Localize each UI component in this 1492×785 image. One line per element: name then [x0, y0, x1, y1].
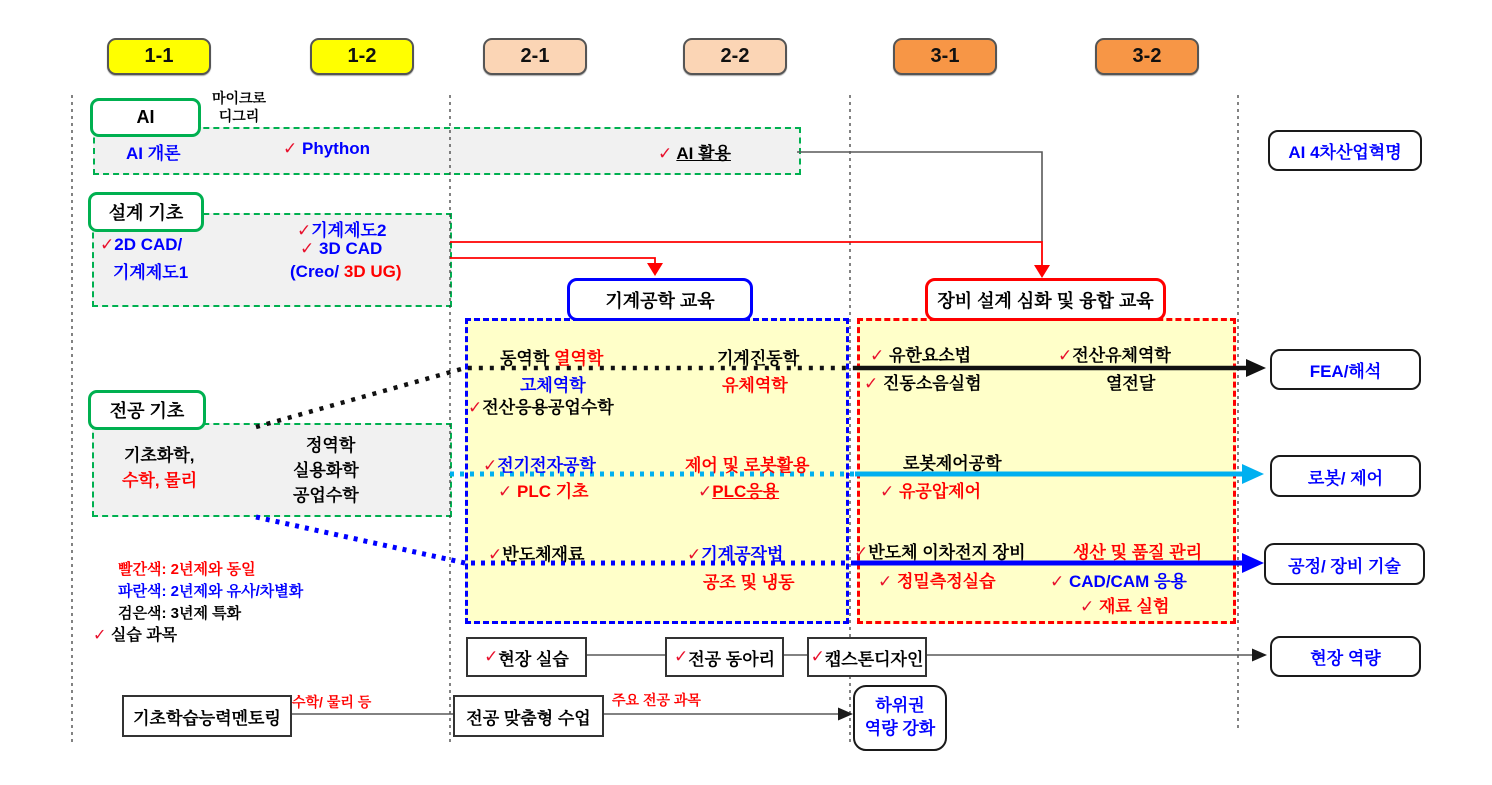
outcome-fea: FEA/해석	[1270, 349, 1421, 390]
course-fluid-mechanics: 유체역학	[722, 376, 788, 395]
mech-education-header: 기계공학 교육	[567, 278, 753, 321]
legend-black: 검은색: 3년제 특화	[118, 605, 242, 622]
box-basic-learning-mentoring: 기초학습능력멘토링	[122, 695, 292, 737]
course-heat-transfer: 열전달	[1106, 374, 1156, 393]
course-drafting2: ✓기계제도2	[297, 221, 387, 240]
outcome-process-equipment: 공정/ 장비 기술	[1264, 543, 1425, 585]
outcome-ai-revolution: AI 4차산업혁명	[1268, 130, 1422, 171]
course-production-quality: 생산 및 품질 관리	[1073, 543, 1203, 562]
course-cad-cam: ✓ CAD/CAM 응용	[1050, 572, 1187, 591]
check-icon: ✓	[810, 647, 825, 666]
semester-badge-1-2: 1-2	[310, 38, 414, 75]
course-dynamics-thermo: 동역학 열역학	[500, 349, 604, 368]
course-electrics: ✓전기전자공학	[483, 456, 596, 475]
box-low-tier-reinforcement: 하위권 역량 강화	[853, 685, 947, 751]
course-plc-basic: ✓ PLC 기초	[498, 482, 589, 501]
check-icon: ✓	[283, 139, 298, 158]
box-capstone-design: ✓ 캡스톤디자인	[807, 637, 927, 677]
semester-badge-3-1: 3-1	[893, 38, 997, 75]
check-icon: ✓	[1080, 597, 1095, 616]
box-major-club: ✓ 전공 동아리	[665, 637, 784, 677]
check-icon: ✓	[1058, 346, 1073, 365]
check-icon: ✓	[488, 545, 503, 564]
course-solid-mechanics: 고체역학	[520, 376, 586, 395]
course-fem: ✓ 유한요소법	[870, 346, 972, 365]
course-engineering-math: 공업수학	[293, 486, 359, 505]
legend-blue: 파란색: 2년제와 유사/차별화	[118, 583, 304, 600]
course-cfd: ✓전산유체역학	[1058, 346, 1171, 365]
course-semiconductor-materials: ✓반도체재료	[488, 545, 585, 564]
course-hvac: 공조 및 냉동	[703, 573, 795, 592]
course-statics: 정역학	[306, 436, 356, 455]
outcome-robot-control: 로봇/ 제어	[1270, 455, 1421, 497]
semester-badge-2-2: 2-2	[683, 38, 787, 75]
design-basics-title: 설계 기초	[88, 192, 204, 232]
check-icon: ✓	[484, 647, 499, 666]
course-plc-advanced: ✓PLC응용	[698, 482, 780, 501]
check-icon: ✓	[864, 374, 879, 393]
course-3d-cad: ✓ 3D CAD	[300, 239, 383, 258]
check-icon: ✓	[687, 545, 702, 564]
advanced-education-header: 장비 설계 심화 및 융합 교육	[925, 278, 1166, 321]
course-2d-cad: ✓2D CAD/	[100, 235, 183, 254]
check-icon: ✓	[880, 482, 895, 501]
course-basic-chemistry: 기초화학,	[124, 446, 195, 465]
check-icon: ✓	[658, 144, 673, 163]
course-math-physics: 수학, 물리	[122, 471, 198, 490]
check-icon: ✓	[498, 482, 513, 501]
course-computational-math: ✓전산응용공업수학	[468, 398, 614, 417]
check-icon: ✓	[297, 221, 312, 240]
course-control-robot: 제어 및 로봇활용	[685, 456, 810, 475]
check-icon: ✓	[468, 398, 483, 417]
ai-section-title: AI	[90, 98, 201, 137]
check-icon: ✓	[698, 482, 713, 501]
course-machining: ✓기계공작법	[687, 545, 784, 564]
course-creo-ug: (Creo/ 3D UG)	[290, 262, 402, 281]
check-icon: ✓	[854, 543, 869, 562]
check-icon: ✓	[100, 235, 115, 254]
semester-badge-3-2: 3-2	[1095, 38, 1199, 75]
legend-red: 빨간색: 2년제와 동일	[118, 561, 256, 578]
micro-degree-label: 마이크로 디그리	[211, 90, 267, 124]
course-drafting1: 기계제도1	[113, 263, 189, 282]
check-icon: ✓	[870, 346, 885, 365]
check-icon: ✓	[483, 456, 498, 475]
course-robot-control-eng: 로봇제어공학	[903, 454, 1002, 473]
course-precision-measurement: ✓ 정밀측정실습	[878, 572, 996, 591]
label-major-subjects: 주요 전공 과목	[612, 692, 701, 708]
course-materials-lab: ✓ 재료 실험	[1080, 597, 1170, 616]
check-icon: ✓	[300, 239, 315, 258]
label-math-physics: 수학/ 물리 등	[292, 694, 372, 710]
box-field-practice: ✓ 현장 실습	[466, 637, 587, 677]
check-icon: ✓	[93, 627, 107, 644]
semester-badge-2-1: 2-1	[483, 38, 587, 75]
course-semiconductor-battery-equipment: ✓반도체 이차전지 장비	[854, 543, 1026, 562]
semester-badge-1-1: 1-1	[107, 38, 211, 75]
box-custom-major-class: 전공 맞춤형 수업	[453, 695, 604, 737]
legend-practice: ✓ 실습 과목	[93, 627, 178, 644]
major-basics-title: 전공 기초	[88, 390, 206, 430]
check-icon: ✓	[673, 647, 689, 666]
course-mech-vibration: 기계진동학	[717, 349, 800, 368]
course-ai-usage: ✓ AI 활용	[658, 144, 731, 163]
check-icon: ✓	[878, 572, 893, 591]
course-vibration-noise-lab: ✓ 진동소음실험	[864, 374, 982, 393]
check-icon: ✓	[1050, 572, 1065, 591]
course-hydraulic-control: ✓ 유공압제어	[880, 482, 982, 501]
course-ai-intro: AI 개론	[126, 144, 181, 163]
course-applied-chemistry: 실용화학	[293, 461, 359, 480]
course-python: ✓ Phython	[283, 139, 370, 158]
outcome-field-competency: 현장 역량	[1270, 636, 1421, 677]
